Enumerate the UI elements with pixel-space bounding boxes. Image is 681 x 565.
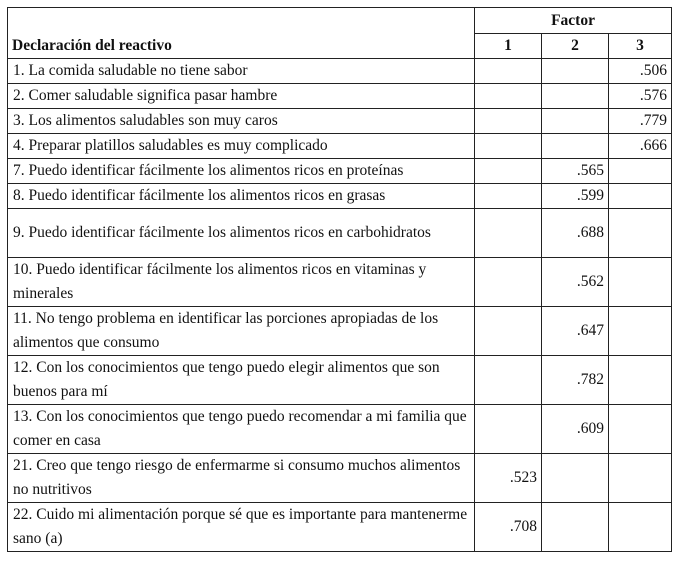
factor-1-cell [475,307,542,356]
table-row [8,109,672,134]
header-row-factor [8,8,672,34]
table-row [8,307,672,356]
factor-2-cell: .562 [542,258,609,307]
factor-loadings-table [7,7,672,552]
table-row [8,258,672,307]
statement-cell: 8. Puedo identificar fácilmente los alimentos ricos en grasas [8,184,475,209]
factor-1-cell [475,59,542,84]
factor-2-header: 2 [542,34,609,59]
factor-1-cell [475,405,542,454]
factor-3-cell [609,503,672,552]
statement-cell: 21. Creo que tengo riesgo de enfermarme si consumo muchos alimentos no nutritivos [8,454,475,503]
factor-1-cell [475,356,542,405]
factor-2-cell [542,109,609,134]
factor-3-cell: .576 [609,84,672,109]
factor-2-cell: .565 [542,159,609,184]
factor-1-cell [475,109,542,134]
factor-2-cell [542,59,609,84]
factor-3-cell [609,258,672,307]
factor-3-header: 3 [609,34,672,59]
table-row [8,159,672,184]
factor-3-cell [609,159,672,184]
statement-cell: 3. Los alimentos saludables son muy caros [8,109,475,134]
statement-column-header: Declaración del reactivo [8,8,475,59]
statement-cell: 13. Con los conocimientos que tengo puedo recomendar a mi familia que comer en casa [8,405,475,454]
statement-cell: 2. Comer saludable significa pasar hambre [8,84,475,109]
factor-1-cell: .708 [475,503,542,552]
table-row [8,59,672,84]
factor-3-cell: .666 [609,134,672,159]
factor-3-cell [609,405,672,454]
table-row [8,356,672,405]
statement-cell: 22. Cuido mi alimentación porque sé que es importante para mantenerme sano (a) [8,503,475,552]
factor-1-cell [475,184,542,209]
statement-cell: 10. Puedo identificar fácilmente los alimentos ricos en vitaminas y minerales [8,258,475,307]
factor-2-cell [542,84,609,109]
factor-2-cell: .647 [542,307,609,356]
factor-3-cell [609,356,672,405]
table-row [8,405,672,454]
factor-3-cell [609,307,672,356]
statement-cell: 1. La comida saludable no tiene sabor [8,59,475,84]
factor-3-cell: .506 [609,59,672,84]
factor-1-cell [475,258,542,307]
factor-3-cell: .779 [609,109,672,134]
factor-2-cell: .609 [542,405,609,454]
factor-2-cell: .688 [542,209,609,258]
statement-cell: 9. Puedo identificar fácilmente los alimentos ricos en carbohidratos [8,209,475,258]
factor-2-cell [542,454,609,503]
table-row [8,209,672,258]
factor-1-cell [475,159,542,184]
factor-3-cell [609,184,672,209]
factor-group-header: Factor [475,8,672,34]
statement-cell: 7. Puedo identificar fácilmente los alimentos ricos en proteínas [8,159,475,184]
factor-2-cell [542,134,609,159]
factor-1-cell [475,209,542,258]
table-row [8,503,672,552]
table-row [8,454,672,503]
factor-1-cell: .523 [475,454,542,503]
factor-3-cell [609,209,672,258]
statement-cell: 4. Preparar platillos saludables es muy complicado [8,134,475,159]
statement-cell: 11. No tengo problema en identificar las porciones apropiadas de los alimentos que consumo [8,307,475,356]
statement-cell: 12. Con los conocimientos que tengo puedo elegir alimentos que son buenos para mí [8,356,475,405]
table-row [8,134,672,159]
factor-1-cell [475,84,542,109]
table-row [8,184,672,209]
factor-1-header: 1 [475,34,542,59]
factor-1-cell [475,134,542,159]
factor-2-cell [542,503,609,552]
factor-3-cell [609,454,672,503]
factor-2-cell: .782 [542,356,609,405]
table-row [8,84,672,109]
factor-2-cell: .599 [542,184,609,209]
